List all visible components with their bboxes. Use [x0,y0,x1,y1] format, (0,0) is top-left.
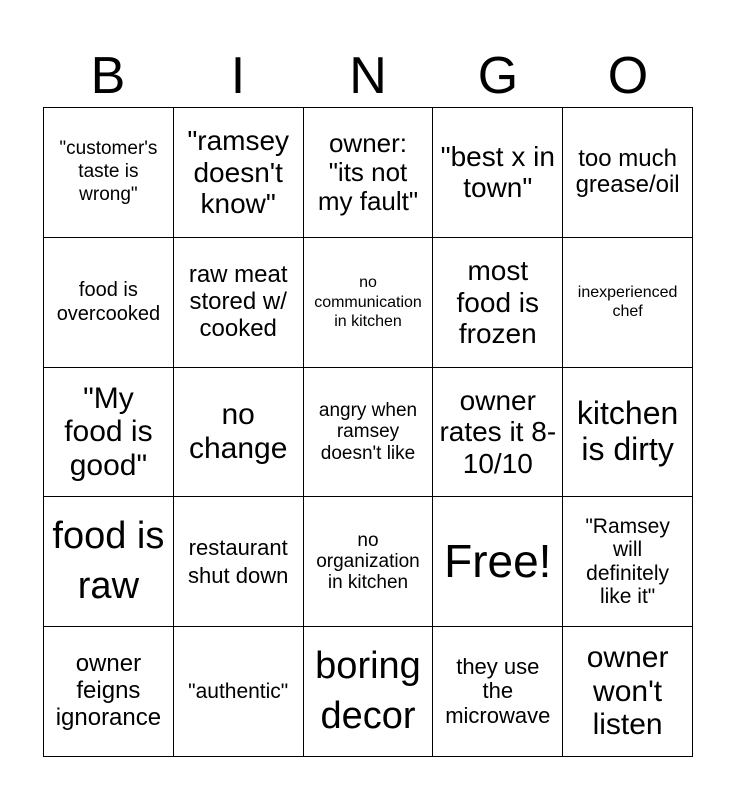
bingo-cell[interactable]: raw meat stored w/ cooked [174,238,304,368]
bingo-cell[interactable]: inexperienced chef [563,238,693,368]
bingo-cell[interactable]: boring decor [304,627,434,757]
bingo-cell[interactable]: no organization in kitchen [304,497,434,627]
bingo-cell[interactable]: angry when ramsey doesn't like [304,368,434,498]
header-letter-b: B [90,47,126,105]
bingo-cell[interactable]: "ramsey doesn't know" [174,108,304,238]
bingo-cell[interactable]: restaurant shut down [174,497,304,627]
bingo-cell[interactable]: "authentic" [174,627,304,757]
bingo-cell[interactable]: owner: "its not my fault" [304,108,434,238]
bingo-cell[interactable]: no change [174,368,304,498]
bingo-cell[interactable]: owner won't listen [563,627,693,757]
bingo-cell[interactable]: no communication in kitchen [304,238,434,368]
bingo-cell[interactable]: "best x in town" [433,108,563,238]
bingo-cell[interactable]: they use the microwave [433,627,563,757]
bingo-cell[interactable]: food is overcooked [44,238,174,368]
header-letter-o: O [607,47,649,105]
bingo-cell[interactable]: owner feigns ignorance [44,627,174,757]
bingo-header [43,48,693,104]
bingo-cell[interactable]: "Ramsey will definitely like it" [563,497,693,627]
bingo-cell[interactable]: owner rates it 8-10/10 [433,368,563,498]
bingo-cell[interactable]: kitchen is dirty [563,368,693,498]
bingo-cell[interactable]: "My food is good" [44,368,174,498]
bingo-grid [43,107,693,757]
bingo-cell[interactable]: food is raw [44,497,174,627]
header-letter-i: I [230,47,246,105]
header-letter-n: N [349,47,387,105]
bingo-cell[interactable]: most food is frozen [433,238,563,368]
free-space-cell[interactable]: Free! [433,497,563,627]
bingo-cell[interactable]: "customer's taste is wrong" [44,108,174,238]
bingo-cell[interactable]: too much grease/oil [563,108,693,238]
header-letter-g: G [477,47,519,105]
